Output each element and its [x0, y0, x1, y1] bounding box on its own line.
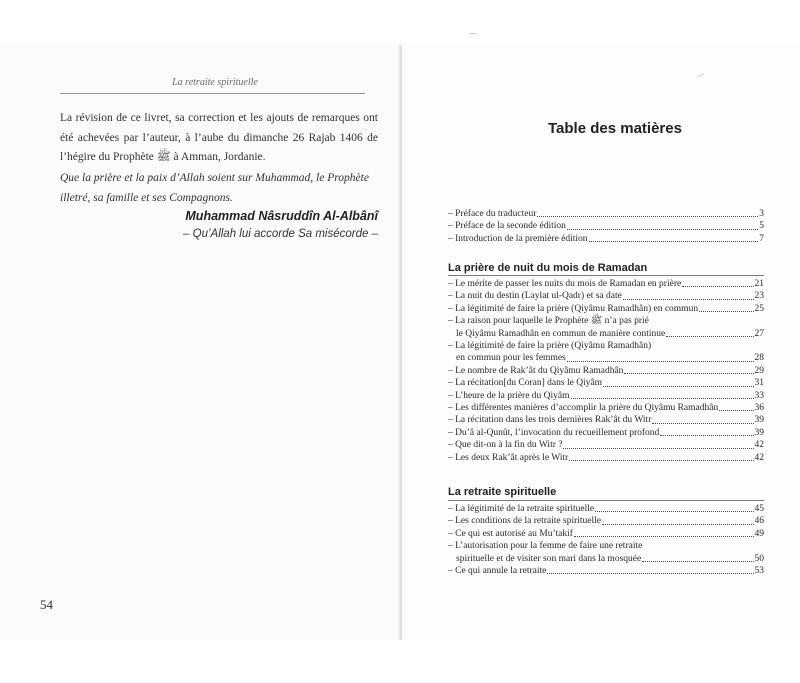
toc-entry-label: – Ce qui annule la retraite [448, 566, 547, 577]
toc-entry-label: – La légitimité de faire la prière (Qiyâmu Ramadhân) [448, 341, 652, 352]
toc-entry-label: – Ce qui est autorisé au Mu’takif [448, 528, 573, 539]
toc-entry-page: 29 [754, 365, 764, 376]
section-rule [448, 275, 764, 276]
dot-leader [660, 435, 753, 436]
toc-entry [448, 427, 764, 439]
dot-leader [642, 561, 753, 562]
toc-entry-label-continued: le Qiyâmu Ramadhân en commun de manière continue [456, 328, 666, 339]
toc-entry-label: – L’autorisation pour la femme de faire une retraite [448, 541, 643, 552]
toc-entry [448, 340, 764, 365]
dot-leader [589, 241, 759, 242]
toc-entry [448, 365, 764, 377]
dot-leader [624, 373, 753, 374]
toc-entry [448, 515, 764, 527]
dot-leader [682, 286, 753, 287]
dot-leader [603, 386, 753, 387]
dot-leader [547, 573, 753, 574]
toc-entry-page: 7 [759, 233, 764, 244]
running-head: La retraite spirituelle [172, 77, 258, 88]
dot-leader [623, 299, 754, 300]
paper-mark [470, 33, 476, 37]
toc-entry [448, 390, 764, 402]
dot-leader [666, 336, 753, 337]
toc-entry-label: – La légitimité de la retraite spirituelle [448, 504, 595, 514]
toc-entry [448, 528, 764, 540]
dot-leader [652, 423, 753, 424]
dot-leader [537, 216, 758, 217]
toc-entry-page: 49 [754, 528, 764, 539]
toc-entry-page: 21 [754, 279, 764, 289]
toc-entry [448, 402, 764, 414]
toc-entry-page: 42 [754, 440, 764, 451]
toc-entry [448, 503, 764, 515]
toc-entry-label: – Du’â al-Qunût, l’invocation du recueillement profond [448, 427, 660, 438]
toc-entry [448, 208, 764, 220]
toc-entry-label: – Introduction de la première édition [448, 233, 588, 244]
toc-entry-page: 28 [754, 353, 764, 364]
left-page [0, 45, 402, 640]
toc-section-heading: La retraite spirituelle [448, 486, 557, 498]
dot-leader [569, 460, 753, 461]
salutation-paragraph: Que la prière et la paix d’Allah soient sur Muhammad, le Prophète illetré, sa famille et ses Compagnons. [60, 172, 369, 204]
dot-leader [571, 398, 754, 399]
toc-entry [448, 377, 764, 389]
toc-section-retreat [448, 503, 764, 577]
dot-leader [574, 536, 754, 537]
toc-entry-page: 36 [754, 403, 764, 414]
toc-entry-page: 5 [759, 221, 764, 232]
dot-leader [719, 410, 753, 411]
toc-entry-page: 53 [754, 566, 764, 577]
toc-entry-label: – Que dit-on à la fin du Witr ? [448, 440, 563, 451]
toc-entry [448, 315, 764, 340]
toc-entry-label: – Préface du traducteur [448, 209, 537, 219]
toc-entry-label: – La raison pour laquelle le Prophète ﷺ n’a pas prié [448, 316, 649, 327]
section-rule [448, 500, 764, 501]
toc-entry-page: 46 [754, 516, 764, 527]
page-number: 54 [40, 597, 53, 612]
toc-entry-page: 39 [754, 415, 764, 426]
dot-leader [567, 229, 758, 230]
toc-entry [448, 540, 764, 565]
toc-entry-label: – Les deux Rak’ât après le Witr [448, 452, 569, 463]
dot-leader [563, 448, 753, 449]
toc-entry [448, 233, 764, 245]
toc-section-ramadan [448, 278, 764, 464]
dot-leader [595, 511, 753, 512]
revision-paragraph: La révision de ce livret, sa correction et les ajouts de remarques ont été achevées par l’auteur, à l’aube du dimanche 26 Rajab 1406 de l’hégire du Prophète ﷺ à Amman, Jordanie. [60, 112, 378, 163]
dot-leader [567, 361, 754, 362]
toc-entry-label: – La récitation dans les trois dernières Rak’ât du Witr [448, 415, 652, 426]
toc-entry [448, 220, 764, 232]
toc-entry-page: 25 [754, 303, 764, 314]
toc-entry-label: – Le mérite de passer les nuits du mois de Ramadan en prière [448, 279, 682, 289]
toc-entry [448, 414, 764, 426]
toc-entry [448, 452, 764, 464]
toc-front-matter [448, 208, 764, 245]
toc-entry-label: – Le nombre de Rak’ât du Qiyâmu Ramadhân [448, 365, 624, 376]
toc-entry-label: – Les conditions de la retraite spirituelle [448, 516, 602, 527]
toc-section-heading: La prière de nuit du mois de Ramadan [448, 262, 648, 274]
toc-entry-page: 27 [754, 328, 764, 339]
toc-entry-page: 45 [754, 504, 764, 514]
author-invocation: – Qu’Allah lui accorde Sa misécorde – [183, 228, 378, 240]
toc-entry-page: 50 [754, 553, 764, 564]
toc-entry-label: – L’heure de la prière du Qiyâm [448, 390, 570, 401]
toc-entry-page: 42 [754, 452, 764, 463]
toc-entry-page: 23 [754, 291, 764, 302]
dot-leader [602, 524, 753, 525]
toc-entry-label: – Préface de la seconde édition [448, 221, 566, 232]
header-rule [60, 93, 365, 94]
dot-leader [699, 311, 753, 312]
toc-entry-page: 31 [754, 378, 764, 389]
toc-entry-page: 39 [754, 427, 764, 438]
toc-entry [448, 439, 764, 451]
author-signature: Muhammad Nâsruddîn Al-Albânî [185, 209, 378, 223]
toc-entry-label: – Les différentes manières d’accomplir la prière du Qiyâmu Ramadhân [448, 403, 719, 414]
toc-entry-label-continued: en commun pour les femmes [456, 353, 566, 364]
toc-entry-label: – La récitation[du Coran] dans le Qiyâm [448, 378, 603, 389]
toc-entry [448, 278, 764, 290]
toc-entry [448, 290, 764, 302]
toc-entry-label: – La nuit du destin (Laylat ul-Qadr) et sa date [448, 291, 622, 302]
toc-entry [448, 565, 764, 577]
toc-entry-label-continued: spirituelle et de visiter son mari dans la mosquée [456, 553, 642, 564]
toc-entry-page: 3 [759, 209, 764, 219]
toc-entry [448, 303, 764, 315]
toc-entry-page: 33 [754, 390, 764, 401]
toc-entry-label: – La légitimité de faire la prière (Qiyâmu Ramadhân) en commun [448, 303, 699, 314]
toc-title: Table des matières [548, 120, 682, 137]
